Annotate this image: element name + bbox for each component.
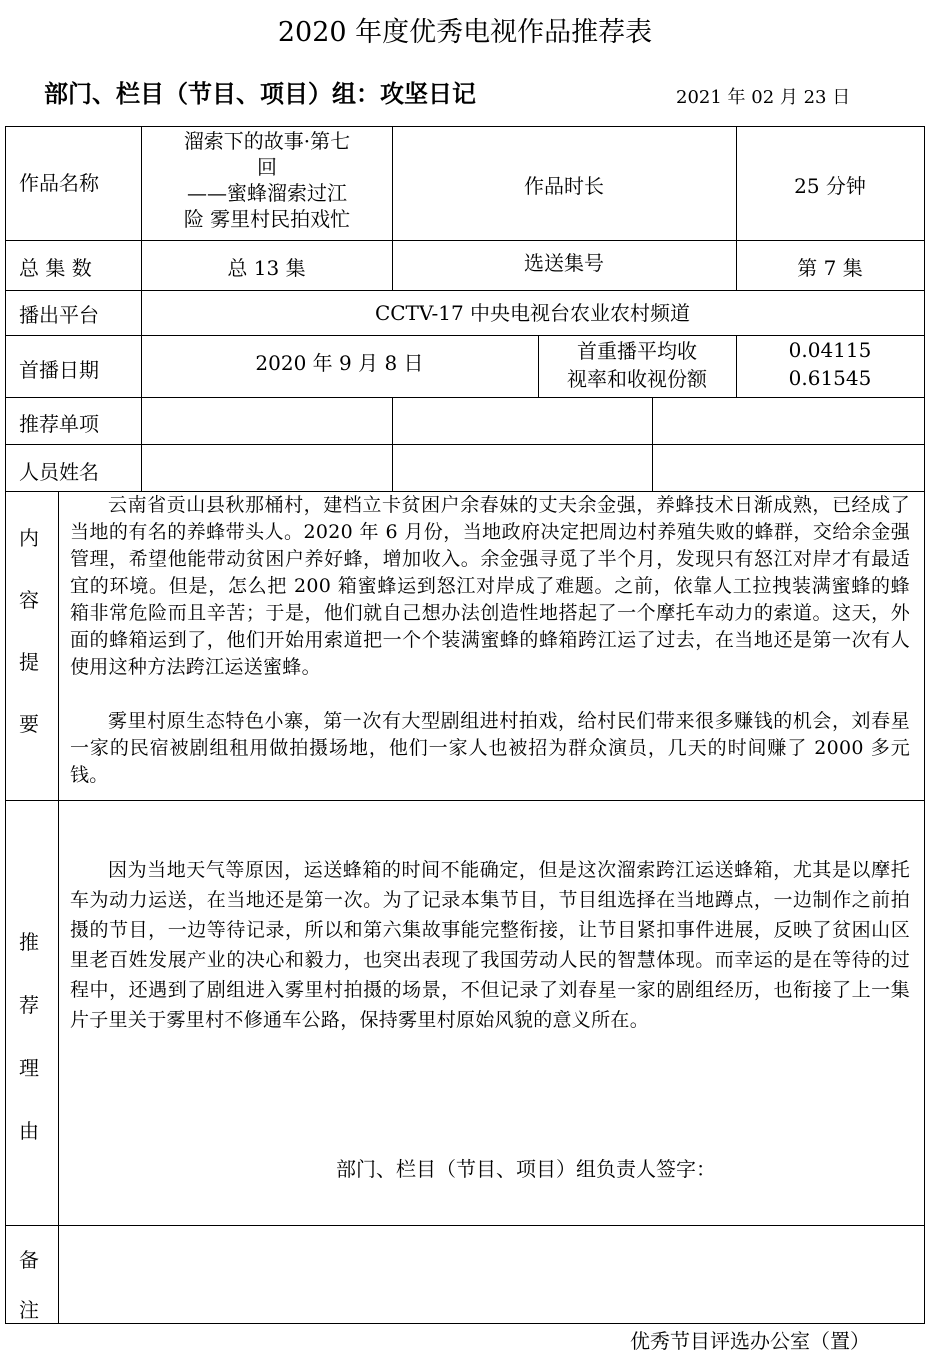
form-date: 2021 年 02 月 23 日: [676, 87, 851, 108]
signature-line: 部门、栏目（节目、项目）组负责人签字：: [336, 1157, 716, 1181]
footer-office: 优秀节目评选办公室（置）: [630, 1329, 870, 1353]
rating-value: 0.04115 0.61545: [788, 338, 872, 390]
premiere-label: 首播日期: [19, 358, 99, 382]
rating-label: 首重播平均收 视率和收视份额: [567, 339, 707, 391]
summary-paragraph-2: 雾里村原生态特色小寨，第一次有大型剧组进村拍戏，给村民们带来很多赚钱的机会，刘春星一家的民宿被剧组租用做拍摄场地，他们一家人也被招为群众演员，几天的时间赚了 2000 多元钱。: [70, 710, 910, 786]
summary-paragraph-1: 云南省贡山县秋那桶村，建档立卡贫困户余春妹的丈夫余金强，养蜂技术日渐成熟，已经成了当地的有名的养蜂带头人。2020 年 6 月份，当地政府决定把周边村养殖失败的蜂群，交给余金强管理，希望他能带动贫困户养好蜂，增加收入。余金强寻觅了半个月，发现只有怒江对岸才有最适宜的环境。但是，怎么把 200 箱蜜蜂运到怒江对岸成了难题。之前，依靠人工拉拽装满蜜蜂的蜂箱非常危险而且辛苦；于是，他们就自己想办法创造性地搭起了一个摩托车动力的索道。这天，外面的蜂箱运到了，他们开始用索道把一个个装满蜜蜂的蜂箱跨江运了过去，在当地还是第一次有人使用这种方法跨江运送蜜蜂。: [70, 494, 910, 678]
selected-episode-value: 第 7 集: [797, 256, 863, 280]
episodes-label: 总 集 数: [19, 256, 92, 280]
department-label: 部门、栏目（节目、项目）组：攻坚日记: [44, 79, 476, 108]
work-name-label: 作品名称: [19, 171, 99, 195]
work-name-value: 溜索下的故事·第七 回 ——蜜蜂溜索过江 险 雾里村民拍戏忙: [183, 129, 351, 231]
recommend-item-label: 推荐单项: [19, 412, 99, 436]
page-title: 2020 年度优秀电视作品推荐表: [277, 17, 653, 48]
reason-label: 推 荐 理 由: [19, 930, 39, 1143]
reason-paragraph: 因为当地天气等原因，运送蜂箱的时间不能确定，但是这次溜索跨江运送蜂箱，尤其是以摩托车为动力运送，在当地还是第一次。为了记录本集节目，节目组选择在当地蹲点，一边制作之前拍摄的节目，一边等待记录，所以和第六集故事能完整衔接，让节目紧扣事件进展，反映了贫困山区里老百姓发展产业的决心和毅力，也突出表现了我国劳动人民的智慧体现。而幸运的是在等待的过程中，还遇到了剧组进入雾里村拍摄的场景，不但记录了刘春星一家的剧组经历，也衔接了上一集片子里关于雾里村不修通车公路，保持雾里村原始风貌的意义所在。: [70, 859, 910, 1031]
duration-label: 作品时长: [524, 174, 604, 198]
remarks-field[interactable]: [59, 1226, 924, 1323]
platform-value: CCTV-17 中央电视台农业农村频道: [374, 300, 691, 325]
personnel-label: 人员姓名: [19, 460, 99, 484]
episodes-value: 总 13 集: [227, 256, 306, 280]
duration-value: 25 分钟: [794, 174, 866, 198]
remarks-label: 备 注: [19, 1248, 39, 1322]
summary-label: 内 容 提 要: [19, 526, 39, 736]
selected-episode-label: 选送集号: [524, 251, 604, 275]
platform-label: 播出平台: [19, 302, 99, 327]
premiere-value: 2020 年 9 月 8 日: [255, 350, 424, 375]
